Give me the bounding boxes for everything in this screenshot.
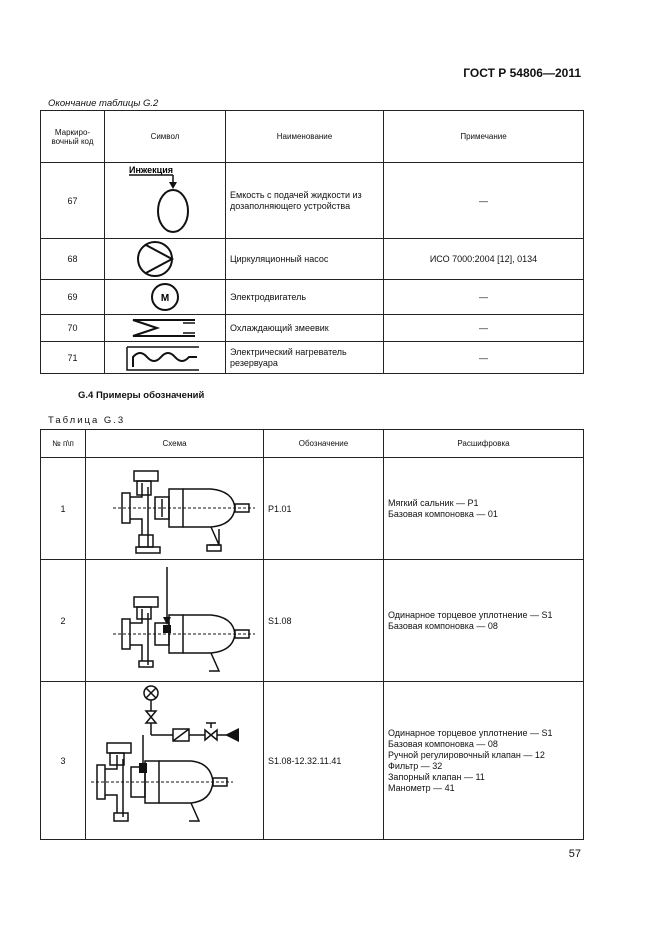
scheme-cell xyxy=(86,560,264,682)
cooling-coil-icon xyxy=(107,315,223,341)
row-decoding: Одинарное торцевое уплотнение — S1 Базовая компоновка — 08 xyxy=(384,560,584,682)
pump-scheme-mechanical-seal-icon xyxy=(87,561,263,681)
page-number: 57 xyxy=(568,848,581,860)
table-row xyxy=(41,239,584,280)
pump-scheme-with-piping-icon xyxy=(87,683,263,839)
row-num: 3 xyxy=(41,682,86,840)
electric-motor-icon xyxy=(107,280,223,314)
table-row xyxy=(41,342,584,374)
pump-scheme-soft-packing-icon xyxy=(87,459,263,559)
column-header-designation: Обозначение xyxy=(264,430,384,458)
table-row xyxy=(41,458,584,560)
row-num: 2 xyxy=(41,560,86,682)
table-header-row xyxy=(41,430,584,458)
row-name: Циркуляционный насос xyxy=(226,239,384,280)
row-note: — xyxy=(384,163,584,239)
column-header-scheme: Схема xyxy=(86,430,264,458)
symbol-cell xyxy=(105,280,226,315)
row-note: — xyxy=(384,342,584,374)
row-designation: P1.01 xyxy=(264,458,384,560)
row-name: Емкость с подачей жидкости из дозаполняющего устройства xyxy=(226,163,384,239)
column-header-name: Наименование xyxy=(226,111,384,163)
table-header-row xyxy=(41,111,584,163)
table-g3-caption: Таблица G.3 xyxy=(48,415,126,426)
symbol-cell xyxy=(105,342,226,374)
row-note: — xyxy=(384,315,584,342)
table-row xyxy=(41,280,584,315)
tank-heater-icon xyxy=(107,343,223,373)
standard-number: ГОСТ Р 54806—2011 xyxy=(463,66,581,80)
circulation-pump-icon xyxy=(107,239,223,279)
row-code: 71 xyxy=(41,342,105,374)
row-designation: S1.08 xyxy=(264,560,384,682)
table-g2-caption: Окончание таблицы G.2 xyxy=(48,98,159,109)
row-name: Электрический нагреватель резервуара xyxy=(226,342,384,374)
symbol-cell xyxy=(105,239,226,280)
table-row xyxy=(41,560,584,682)
symbol-cell xyxy=(105,163,226,239)
scheme-cell xyxy=(86,458,264,560)
row-code: 67 xyxy=(41,163,105,239)
column-header-decoding: Расшифровка xyxy=(384,430,584,458)
row-note: — xyxy=(384,280,584,315)
motor-letter: M xyxy=(160,293,170,304)
row-decoding: Мягкий сальник — P1 Базовая компоновка — 01 xyxy=(384,458,584,560)
row-code: 68 xyxy=(41,239,105,280)
row-num: 1 xyxy=(41,458,86,560)
row-note: ИСО 7000:2004 [12], 0134 xyxy=(384,239,584,280)
table-g2 xyxy=(40,110,584,374)
scheme-cell xyxy=(86,682,264,840)
pressure-vessel-icon xyxy=(107,164,223,238)
symbol-cell xyxy=(105,315,226,342)
column-header-symbol: Символ xyxy=(105,111,226,163)
row-name: Охлаждающий змеевик xyxy=(226,315,384,342)
symbol-label-injection: Инжекция xyxy=(129,164,173,175)
table-g3 xyxy=(40,429,584,840)
row-designation: S1.08-12.32.11.41 xyxy=(264,682,384,840)
section-heading: G.4 Примеры обозначений xyxy=(78,390,205,401)
row-name: Электродвигатель xyxy=(226,280,384,315)
row-decoding: Одинарное торцевое уплотнение — S1 Базовая компоновка — 08 Ручной регулировочный клапан — 12 Фильтр — 32 Запорный клапан — 11 Манометр — 41 xyxy=(384,682,584,840)
table-row xyxy=(41,163,584,239)
table-row xyxy=(41,315,584,342)
column-header-num: № п\п xyxy=(41,430,86,458)
row-code: 69 xyxy=(41,280,105,315)
column-header-note: Примечание xyxy=(384,111,584,163)
table-row xyxy=(41,682,584,840)
row-code: 70 xyxy=(41,315,105,342)
column-header-code: Маркиро-вочный код xyxy=(41,111,105,163)
